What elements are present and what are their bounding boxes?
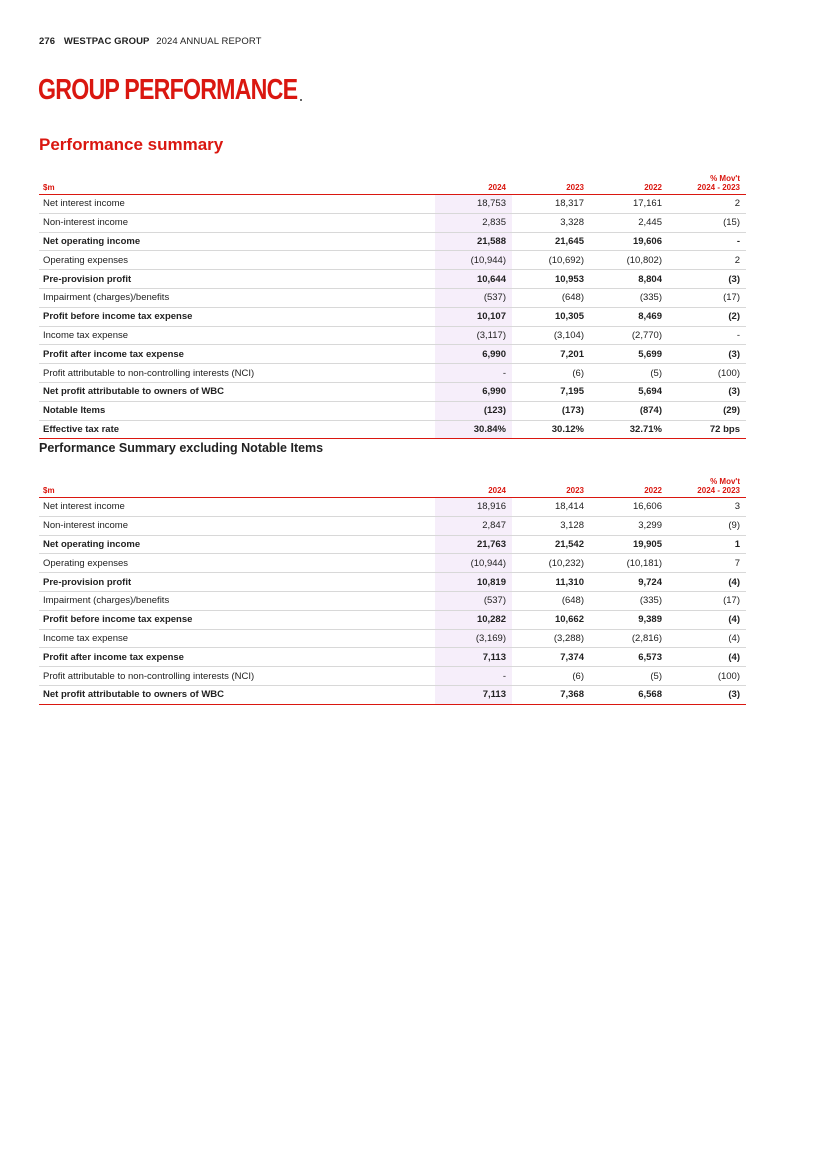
- row-label: Profit attributable to non-controlling interests (NCI): [39, 667, 435, 686]
- value-2022: (874): [590, 401, 668, 420]
- table-row: [39, 420, 746, 439]
- col-header-movement: [668, 475, 746, 498]
- table-row: [39, 288, 746, 307]
- value-2024: 10,282: [435, 610, 512, 629]
- value-2024: 6,990: [435, 345, 512, 364]
- value-movement: (2): [668, 307, 746, 326]
- row-label: Profit attributable to non-controlling interests (NCI): [39, 364, 435, 383]
- table-row: [39, 345, 746, 364]
- value-2023: 3,328: [512, 213, 590, 232]
- value-movement: (3): [668, 270, 746, 289]
- row-label: Profit before income tax expense: [39, 307, 435, 326]
- table-row: [39, 382, 746, 401]
- row-label: Profit after income tax expense: [39, 345, 435, 364]
- value-2023: 10,305: [512, 307, 590, 326]
- row-label: Pre-provision profit: [39, 573, 435, 592]
- value-2022: 9,389: [590, 610, 668, 629]
- col-header-unit: $m: [39, 475, 435, 498]
- value-2023: 21,542: [512, 535, 590, 554]
- value-2022: 2,445: [590, 213, 668, 232]
- table-row: [39, 535, 746, 554]
- row-label: Notable Items: [39, 401, 435, 420]
- value-2022: 5,694: [590, 382, 668, 401]
- value-movement: (29): [668, 401, 746, 420]
- movement-label: % Mov't: [710, 477, 740, 486]
- value-2024: 6,990: [435, 382, 512, 401]
- table-row: [39, 213, 746, 232]
- value-2023: (3,288): [512, 629, 590, 648]
- row-label: Non-interest income: [39, 213, 435, 232]
- value-2023: 10,953: [512, 270, 590, 289]
- col-header-2022: 2022: [590, 172, 668, 195]
- value-2024: (10,944): [435, 554, 512, 573]
- table-header-row: [39, 475, 746, 498]
- value-2022: (5): [590, 667, 668, 686]
- col-header-unit: $m: [39, 172, 435, 195]
- value-2022: 8,469: [590, 307, 668, 326]
- decorative-dot: [300, 99, 302, 101]
- value-2022: 9,724: [590, 573, 668, 592]
- table-row: [39, 573, 746, 592]
- table-row: [39, 648, 746, 667]
- value-2023: 18,414: [512, 498, 590, 517]
- row-label: Net profit attributable to owners of WBC: [39, 382, 435, 401]
- value-2023: 30.12%: [512, 420, 590, 439]
- col-header-2023: 2023: [512, 475, 590, 498]
- value-2023: 11,310: [512, 573, 590, 592]
- table-row: [39, 498, 746, 517]
- value-2024: 21,588: [435, 232, 512, 251]
- row-label: Net interest income: [39, 498, 435, 517]
- value-2022: 19,905: [590, 535, 668, 554]
- value-2024: 2,835: [435, 213, 512, 232]
- value-movement: 72 bps: [668, 420, 746, 439]
- value-2023: (3,104): [512, 326, 590, 345]
- section-heading-excluding-notable-items: Performance Summary excluding Notable Items: [39, 441, 324, 455]
- value-2022: (335): [590, 288, 668, 307]
- value-movement: (17): [668, 288, 746, 307]
- table-row: [39, 401, 746, 420]
- value-2024: -: [435, 667, 512, 686]
- value-2022: (10,181): [590, 554, 668, 573]
- table-row: [39, 591, 746, 610]
- page-header: [39, 36, 262, 47]
- value-2023: 7,201: [512, 345, 590, 364]
- value-movement: (3): [668, 345, 746, 364]
- report-name: 2024 ANNUAL REPORT: [156, 36, 262, 47]
- org-name: WESTPAC GROUP: [63, 36, 150, 47]
- value-2024: 10,819: [435, 573, 512, 592]
- value-2023: 18,317: [512, 195, 590, 214]
- col-header-2022: 2022: [590, 475, 668, 498]
- value-2024: 10,644: [435, 270, 512, 289]
- row-label: Income tax expense: [39, 629, 435, 648]
- value-2024: -: [435, 364, 512, 383]
- table-row: [39, 195, 746, 214]
- value-2022: (2,770): [590, 326, 668, 345]
- col-header-2024: 2024: [435, 475, 512, 498]
- col-header-movement: [668, 172, 746, 195]
- performance-summary-table: [39, 172, 746, 439]
- value-2022: 19,606: [590, 232, 668, 251]
- table-row: [39, 629, 746, 648]
- table-header-row: [39, 172, 746, 195]
- value-2022: 17,161: [590, 195, 668, 214]
- value-2024: 10,107: [435, 307, 512, 326]
- row-label: Profit after income tax expense: [39, 648, 435, 667]
- value-2022: 3,299: [590, 516, 668, 535]
- table-row: [39, 685, 746, 704]
- table-row: [39, 251, 746, 270]
- table-row: [39, 516, 746, 535]
- value-movement: (4): [668, 629, 746, 648]
- value-2022: (2,816): [590, 629, 668, 648]
- movement-period: 2024 - 2023: [697, 486, 740, 495]
- value-2024: (537): [435, 288, 512, 307]
- value-2023: (6): [512, 364, 590, 383]
- table-row: [39, 307, 746, 326]
- value-2022: 6,568: [590, 685, 668, 704]
- value-movement: (3): [668, 685, 746, 704]
- value-movement: 3: [668, 498, 746, 517]
- value-2024: 18,753: [435, 195, 512, 214]
- value-2024: 18,916: [435, 498, 512, 517]
- table-row: [39, 270, 746, 289]
- value-2022: 5,699: [590, 345, 668, 364]
- value-movement: (17): [668, 591, 746, 610]
- value-movement: (100): [668, 364, 746, 383]
- value-2024: 30.84%: [435, 420, 512, 439]
- table-row: [39, 610, 746, 629]
- value-2023: (10,232): [512, 554, 590, 573]
- value-movement: (15): [668, 213, 746, 232]
- value-2024: (10,944): [435, 251, 512, 270]
- value-2022: (5): [590, 364, 668, 383]
- value-movement: 2: [668, 251, 746, 270]
- row-label: Non-interest income: [39, 516, 435, 535]
- value-2023: 7,368: [512, 685, 590, 704]
- row-label: Operating expenses: [39, 554, 435, 573]
- movement-label: % Mov't: [710, 174, 740, 183]
- value-movement: (3): [668, 382, 746, 401]
- row-label: Impairment (charges)/benefits: [39, 591, 435, 610]
- value-2023: (648): [512, 288, 590, 307]
- value-movement: (4): [668, 573, 746, 592]
- value-2022: 6,573: [590, 648, 668, 667]
- row-label: Profit before income tax expense: [39, 610, 435, 629]
- value-2023: 7,374: [512, 648, 590, 667]
- row-label: Effective tax rate: [39, 420, 435, 439]
- value-2024: (3,169): [435, 629, 512, 648]
- value-2022: (10,802): [590, 251, 668, 270]
- row-label: Net profit attributable to owners of WBC: [39, 685, 435, 704]
- value-2023: (648): [512, 591, 590, 610]
- table-row: [39, 364, 746, 383]
- value-2024: (3,117): [435, 326, 512, 345]
- table-row: [39, 667, 746, 686]
- table-row: [39, 326, 746, 345]
- value-movement: 1: [668, 535, 746, 554]
- value-movement: 7: [668, 554, 746, 573]
- value-2024: 21,763: [435, 535, 512, 554]
- value-2023: 21,645: [512, 232, 590, 251]
- value-2023: (10,692): [512, 251, 590, 270]
- row-label: Net operating income: [39, 535, 435, 554]
- table-row: [39, 232, 746, 251]
- value-2023: 10,662: [512, 610, 590, 629]
- value-movement: -: [668, 326, 746, 345]
- value-2024: (123): [435, 401, 512, 420]
- section-heading-performance-summary: Performance summary: [39, 135, 224, 154]
- movement-period: 2024 - 2023: [697, 183, 740, 192]
- col-header-2023: 2023: [512, 172, 590, 195]
- value-movement: (4): [668, 648, 746, 667]
- value-2023: 3,128: [512, 516, 590, 535]
- value-2022: 16,606: [590, 498, 668, 517]
- col-header-2024: 2024: [435, 172, 512, 195]
- value-movement: 2: [668, 195, 746, 214]
- row-label: Net interest income: [39, 195, 435, 214]
- table-row: [39, 554, 746, 573]
- page-number: 276: [39, 36, 56, 47]
- value-2022: 8,804: [590, 270, 668, 289]
- value-movement: (9): [668, 516, 746, 535]
- value-movement: -: [668, 232, 746, 251]
- value-2024: (537): [435, 591, 512, 610]
- row-label: Pre-provision profit: [39, 270, 435, 289]
- row-label: Operating expenses: [39, 251, 435, 270]
- value-2022: (335): [590, 591, 668, 610]
- value-2023: 7,195: [512, 382, 590, 401]
- value-2022: 32.71%: [590, 420, 668, 439]
- value-2024: 7,113: [435, 685, 512, 704]
- value-2024: 7,113: [435, 648, 512, 667]
- value-2023: (173): [512, 401, 590, 420]
- performance-excl-notable-table: [39, 475, 746, 705]
- page-title: GROUP PERFORMANCE: [38, 74, 298, 106]
- value-movement: (4): [668, 610, 746, 629]
- row-label: Income tax expense: [39, 326, 435, 345]
- value-2024: 2,847: [435, 516, 512, 535]
- row-label: Impairment (charges)/benefits: [39, 288, 435, 307]
- value-movement: (100): [668, 667, 746, 686]
- value-2023: (6): [512, 667, 590, 686]
- row-label: Net operating income: [39, 232, 435, 251]
